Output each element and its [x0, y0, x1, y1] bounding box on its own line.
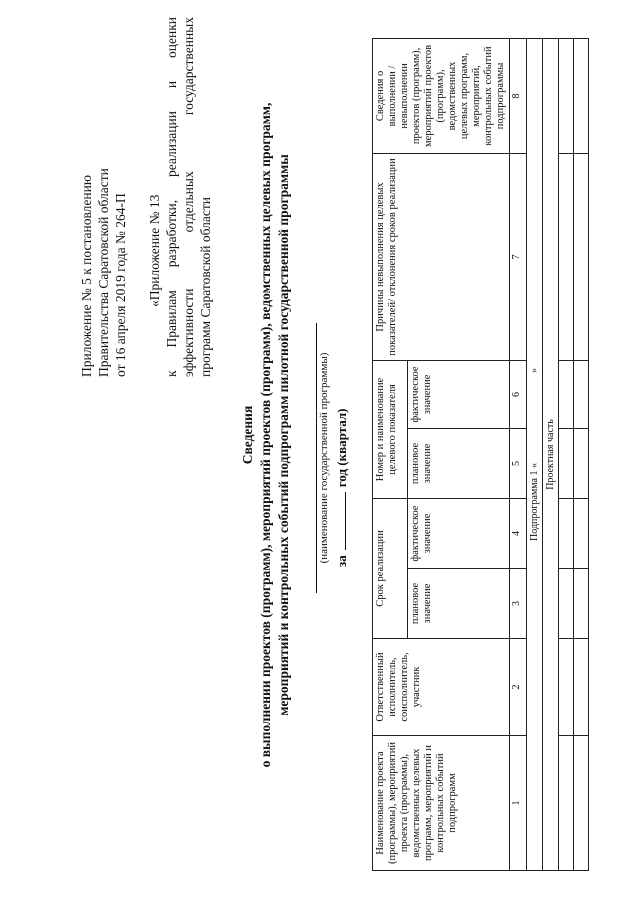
appendix-line: программ Саратовской области — [198, 197, 213, 377]
table-cell — [559, 428, 574, 498]
table-cell — [559, 360, 574, 428]
table-cell — [559, 38, 574, 153]
column-number: 7 — [510, 153, 527, 360]
appendix-spacer — [129, 17, 146, 377]
column-number: 3 — [510, 569, 527, 639]
column-number: 1 — [510, 736, 527, 871]
column-number-row — [510, 38, 527, 870]
column-number: 5 — [510, 428, 527, 498]
table-cell — [574, 569, 589, 639]
appendix-line: Приложение № 5 к постановлению — [79, 175, 94, 377]
appendix-line: от 16 апреля 2019 года № 264-П — [113, 193, 128, 377]
table-cell — [574, 428, 589, 498]
period-prefix: за — [334, 555, 349, 567]
table-cell — [574, 38, 589, 153]
appendix-line: Правительства Саратовской области — [96, 168, 111, 377]
header-project-name: Наименование проекта (программы), мероприятий проекта (программы), ведомственных целевых программ, мероприятий и контрольных событий подпрограмм — [373, 736, 510, 871]
header-responsible: Ответственный исполнитель, соисполнитель, участник — [373, 639, 510, 736]
appendix-line: эффективности отдельных государственных — [181, 17, 196, 377]
subprogram-row — [527, 38, 543, 870]
column-number: 2 — [510, 639, 527, 736]
header-reasons: Причины невыполнения целевых показателей/ отклонения сроков реализации — [373, 153, 510, 360]
table-cell — [574, 736, 589, 871]
column-number: 4 — [510, 498, 527, 568]
table-cell — [574, 360, 589, 428]
report-period — [333, 409, 350, 567]
appendix-line: к Правилам разработки, реализации и оценки — [164, 17, 179, 377]
table-cell — [559, 153, 574, 360]
table-row — [574, 38, 589, 870]
table-cell — [574, 153, 589, 360]
period-blank-line — [333, 492, 346, 550]
header-term-group: Срок реализации — [373, 498, 408, 638]
appendix-line: «Приложение № 13 — [147, 194, 162, 307]
column-number: 8 — [510, 38, 527, 153]
table-cell — [574, 639, 589, 736]
period-suffix: год (квартал) — [334, 408, 349, 488]
table-cell — [559, 569, 574, 639]
table-cell — [574, 498, 589, 568]
subprogram-label: Подпрограмма 1 « — [529, 463, 540, 541]
header-fulfillment: Сведения о выполнении / невыполнении проектов (программ), мероприятий проектов (программ), ведомственных целевых программ, мероприятий, контрольных событий подпрограммы — [373, 38, 510, 153]
column-number: 6 — [510, 360, 527, 428]
project-part-cell: Проектная часть — [543, 38, 559, 870]
document-subtitle: мероприятий и контрольных событий подпрограмм пилотной государственной программы — [276, 154, 291, 716]
subprogram-close-quote: » — [529, 368, 540, 374]
header-term-planned: плановое значение — [408, 569, 510, 639]
table-cell — [559, 736, 574, 871]
table-cell — [559, 498, 574, 568]
project-part-row — [543, 38, 559, 870]
header-indicator-group: Номер и наименование целевого показателя — [373, 360, 408, 498]
report-table — [372, 38, 589, 871]
program-name-caption: (наименование государственной программы) — [318, 352, 330, 564]
document-subtitle: о выполнении проектов (программ), мероприятий проектов (программ), ведомственных целевых программ, — [258, 102, 273, 768]
appendix-note — [78, 17, 214, 377]
header-indicator-actual: фактическое значение — [408, 360, 510, 428]
program-name-line — [316, 323, 317, 593]
table-row — [559, 38, 574, 870]
document-title: Сведения — [240, 405, 255, 465]
subprogram-cell — [527, 38, 543, 870]
table-cell — [559, 639, 574, 736]
header-indicator-planned: плановое значение — [408, 428, 510, 498]
header-term-actual: фактическое значение — [408, 498, 510, 568]
